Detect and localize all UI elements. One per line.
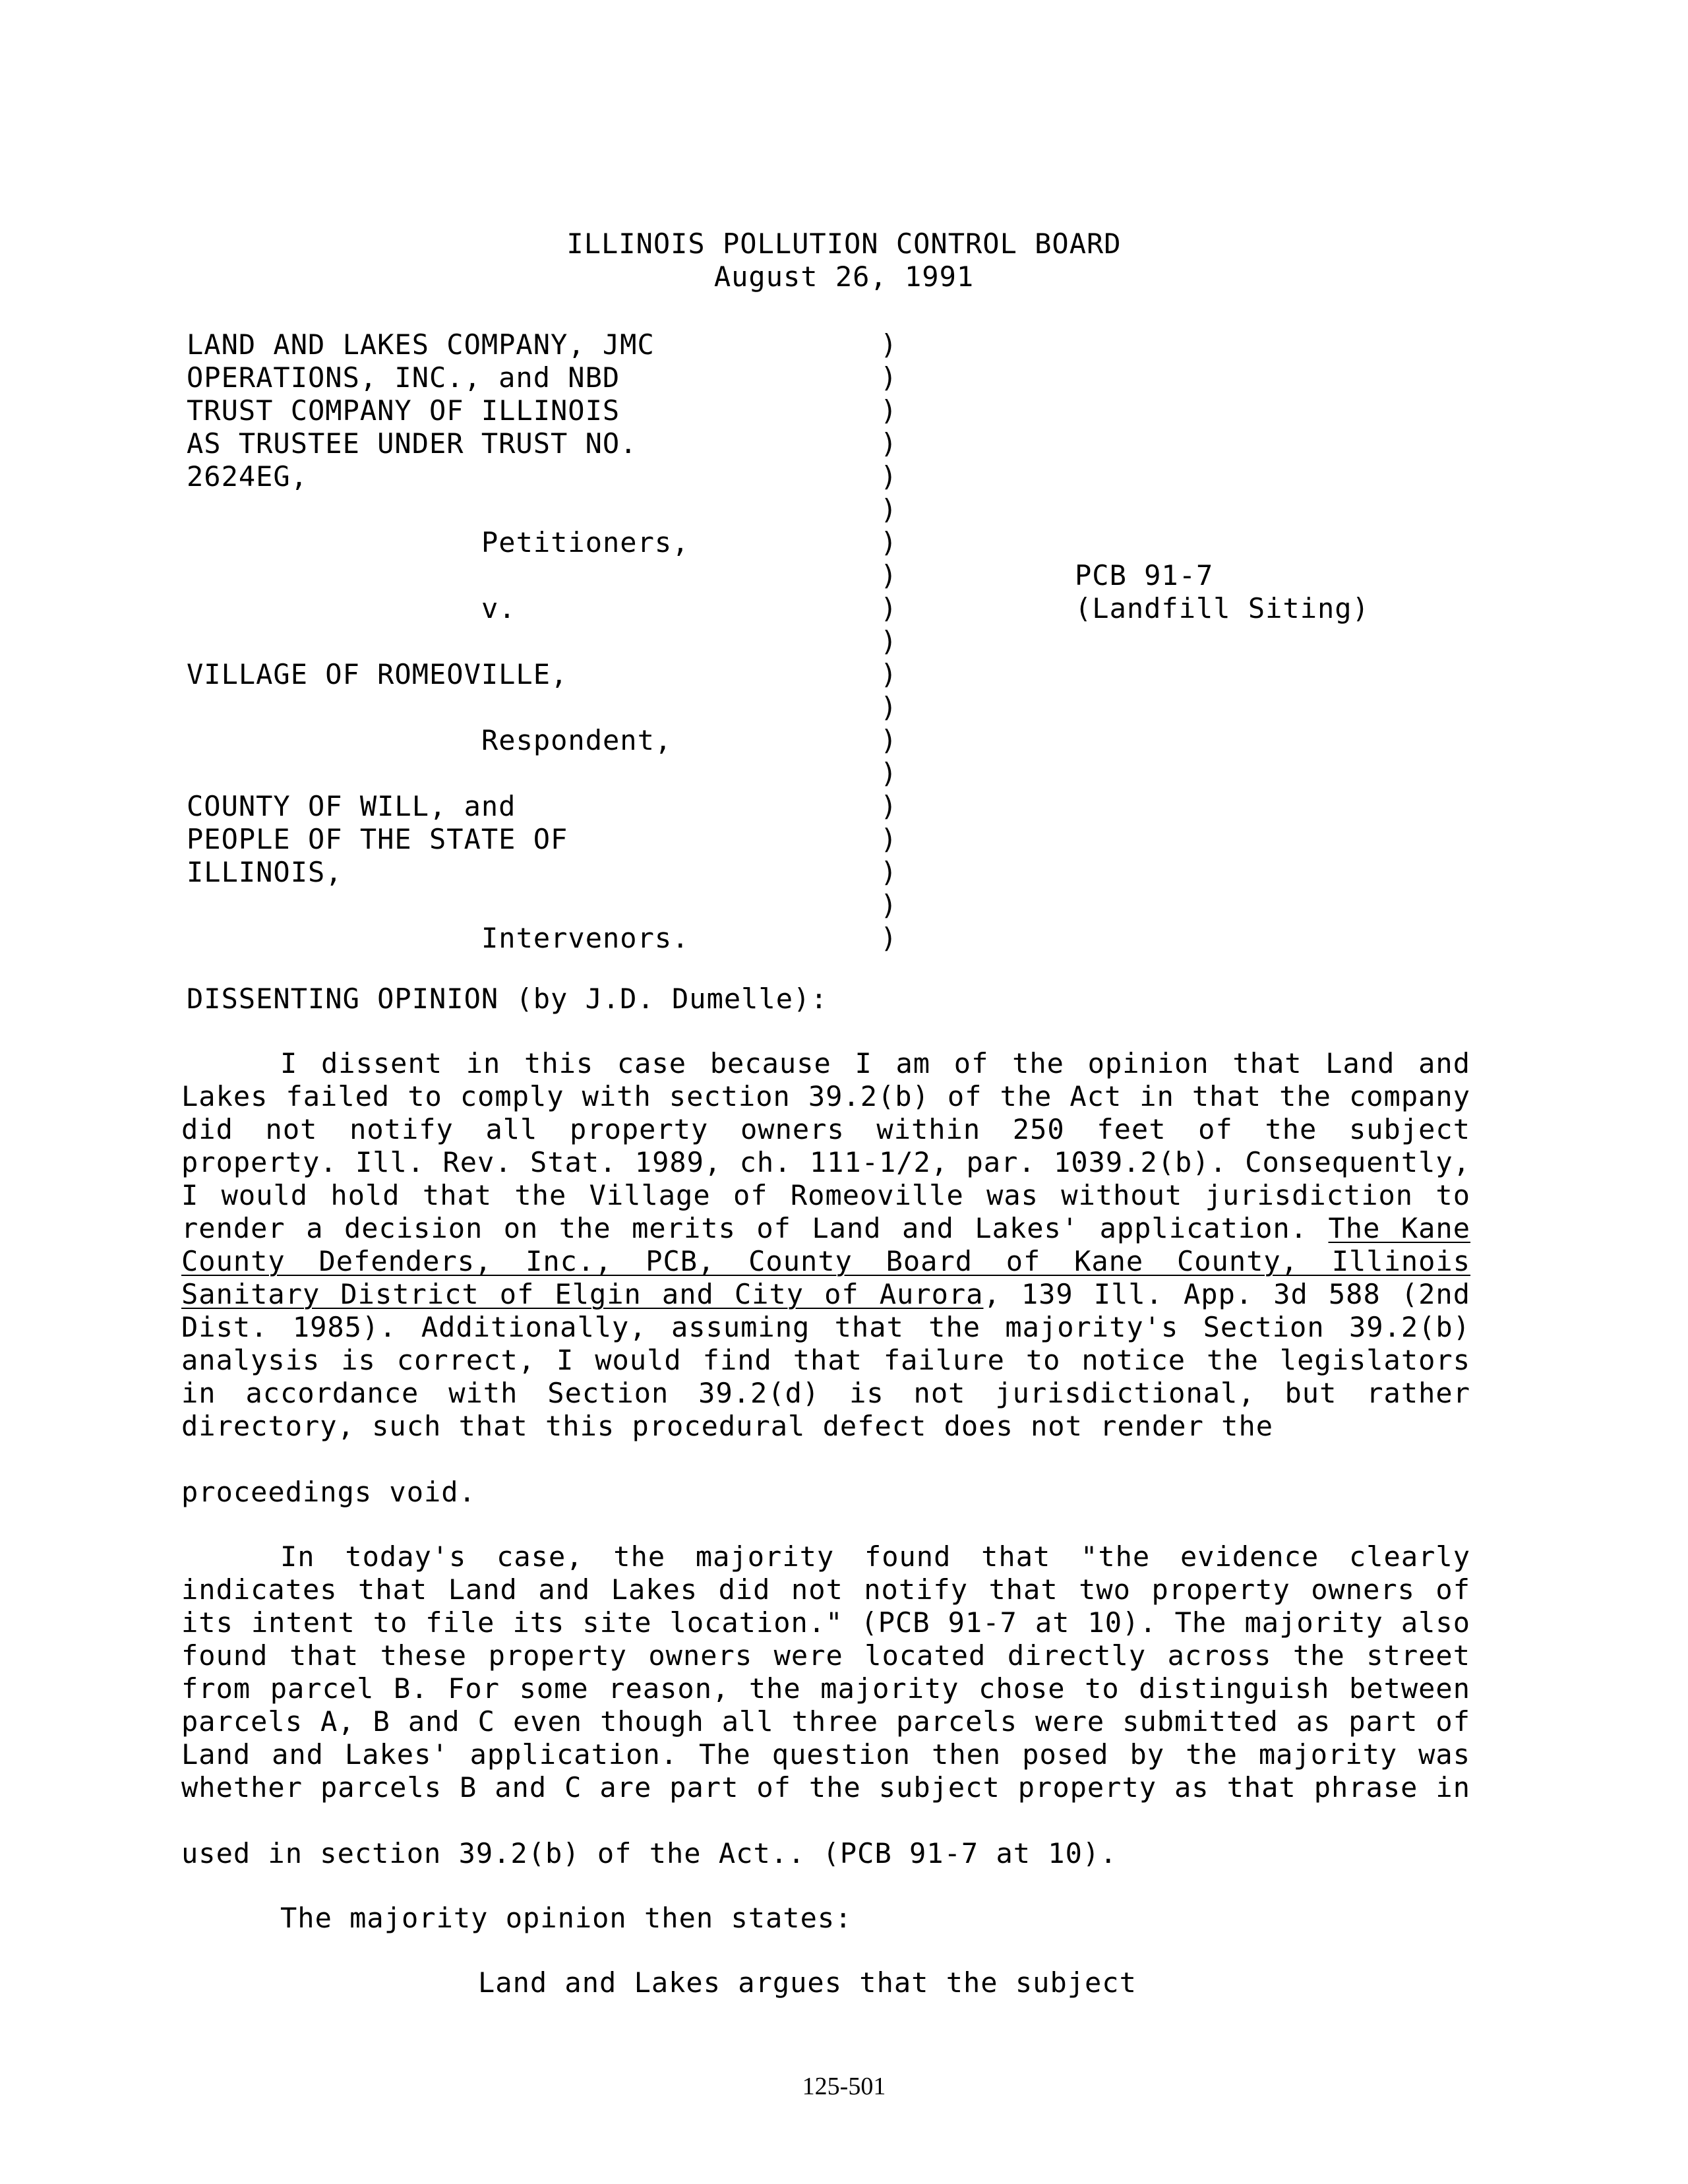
paren: ) bbox=[880, 757, 897, 789]
paragraph-2-last-line: used in section 39.2(b) of the Act.. (PCB 91-7 at 10). bbox=[181, 1837, 1118, 1869]
paragraph-3: The majority opinion then states: bbox=[280, 1902, 853, 1934]
paragraph-1-text-a: I dissent in this case because I am of the opinion that Land and Lakes failed to comply with section 39.2(b) of the Act in that the company did not notify all property owners within 250 feet of the subject property. Ill. Rev. Stat. 1989, ch. 111-1/2, par. 1039.2(b). Consequently, I would hold that the Village of Romeoville was without jurisdiction to render a decision on the merits of Land and Lakes' application. bbox=[181, 1047, 1470, 1244]
paren: ) bbox=[880, 889, 897, 921]
block-quote: Land and Lakes argues that the subject bbox=[478, 1966, 1137, 1999]
paren: ) bbox=[880, 658, 897, 690]
paren: ) bbox=[880, 691, 897, 723]
petitioner-line: 2624EG, bbox=[187, 460, 309, 493]
respondent-name: VILLAGE OF ROMEOVILLE, bbox=[187, 658, 568, 690]
versus: v. bbox=[481, 592, 516, 624]
paren: ) bbox=[880, 394, 897, 427]
petitioner-line: OPERATIONS, INC., and NBD bbox=[187, 361, 620, 394]
case-type: (Landfill Siting) bbox=[1075, 592, 1370, 624]
case-citation: The Kane County Defenders, Inc., PCB, County Board of Kane County, Illinois Sanitary District of Elgin and City of Aurora bbox=[181, 1212, 1470, 1310]
paren: ) bbox=[880, 856, 897, 888]
paren: ) bbox=[880, 790, 897, 822]
petitioner-line: AS TRUSTEE UNDER TRUST NO. bbox=[187, 427, 638, 460]
paren: ) bbox=[880, 328, 897, 361]
petitioner-line: LAND AND LAKES COMPANY, JMC bbox=[187, 328, 655, 361]
paragraph-1-body bbox=[181, 1047, 1470, 1443]
petitioner-line: TRUST COMPANY OF ILLINOIS bbox=[187, 394, 620, 427]
paren: ) bbox=[880, 724, 897, 756]
paren: ) bbox=[880, 625, 897, 657]
paren: ) bbox=[880, 427, 897, 460]
caption-parenthesis-column bbox=[880, 328, 907, 955]
intervenors-role: Intervenors. bbox=[481, 922, 690, 954]
intervenor-line: ILLINOIS, bbox=[187, 856, 343, 888]
paragraph-1-last-line: proceedings void. bbox=[181, 1476, 476, 1508]
paragraph-1-text-b: , 139 Ill. App. 3d 588 (2nd Dist. 1985). Additionally, assuming that the majority's Section 39.2(b) analysis is correct, I would find that failure to notice the legislators in accordance with Section 39.2(d) is not jurisdictional, but rather directory, such that this procedural defect does not render the bbox=[181, 1278, 1470, 1442]
paren: ) bbox=[880, 361, 897, 394]
intervenor-line: PEOPLE OF THE STATE OF bbox=[187, 823, 568, 855]
paren: ) bbox=[880, 493, 897, 526]
document-date: August 26, 1991 bbox=[713, 260, 975, 293]
petitioners-role: Petitioners, bbox=[481, 526, 690, 559]
board-title: ILLINOIS POLLUTION CONTROL BOARD bbox=[566, 228, 1122, 260]
paren: ) bbox=[880, 559, 897, 592]
case-number: PCB 91-7 bbox=[1075, 559, 1214, 592]
paren: ) bbox=[880, 592, 897, 624]
opinion-heading: DISSENTING OPINION (by J.D. Dumelle): bbox=[187, 983, 828, 1015]
paren: ) bbox=[880, 823, 897, 855]
paragraph-2-body: In today's case, the majority found that "the evidence clearly indicates that Land and Lakes did not notify that two property owners of its intent to file its site location." (PCB 91-7 at 10). The majority also found that these property owners were located directly across the street from parcel B. For some reason, the majority chose to distinguish between parcels A, B and C even though all three parcels were submitted as part of Land and Lakes' application. The question then posed by the majority was whether parcels B and C are part of the subject property as that phrase in bbox=[181, 1540, 1470, 1804]
paren: ) bbox=[880, 460, 897, 493]
paren: ) bbox=[880, 922, 897, 954]
intervenor-line: COUNTY OF WILL, and bbox=[187, 790, 516, 822]
respondent-role: Respondent, bbox=[481, 724, 673, 756]
page-footer-number: 125-501 bbox=[802, 2073, 886, 2100]
paren: ) bbox=[880, 526, 897, 559]
